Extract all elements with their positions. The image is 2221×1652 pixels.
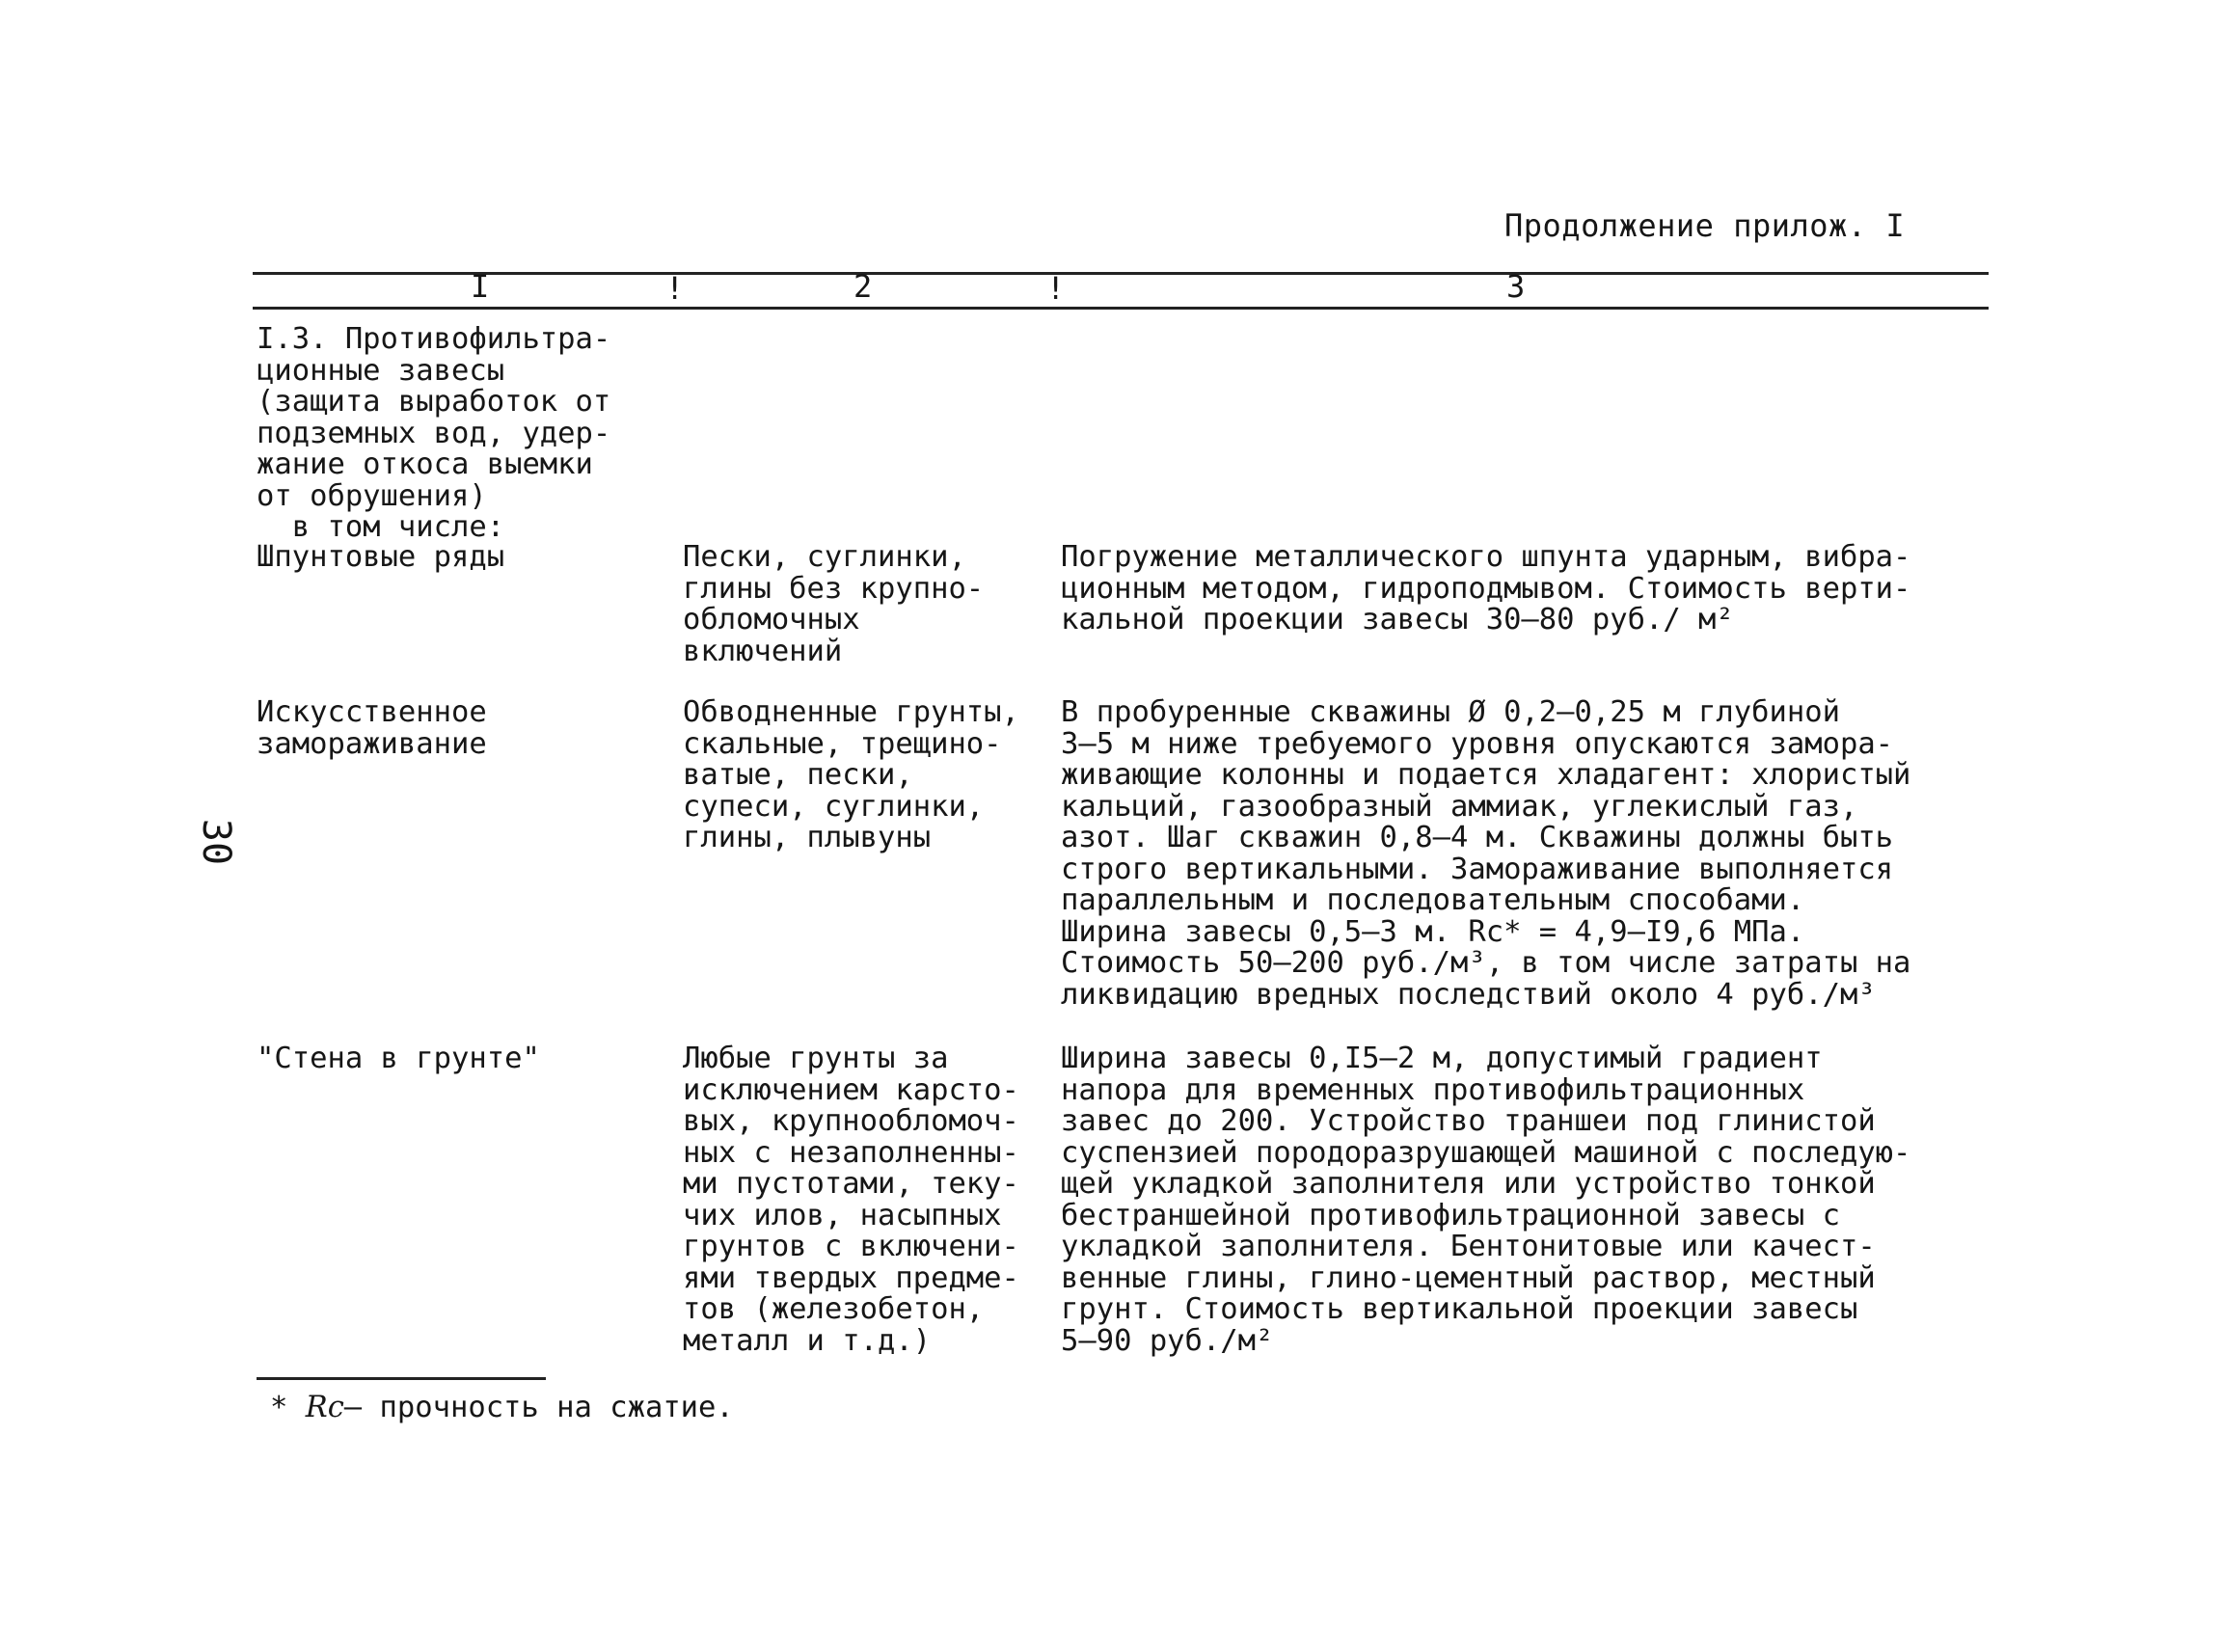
footnote-rule <box>257 1377 546 1380</box>
row-1-soils: Пески, суглинки, глины без крупно- обломочных включений <box>683 540 985 668</box>
table-top-rule <box>253 272 1989 275</box>
header-note: Продолжение прилож. I <box>1504 207 1906 244</box>
row-1-method: Шпунтовые ряды <box>257 540 505 574</box>
row-1-description: Погружение металлического шпунта ударным, вибра- ционным методом, гидроподмывом. Стоимость верти- кальной проекции завесы 30–80 руб./ м² <box>1061 540 1911 636</box>
footnote-marker: * <box>270 1391 288 1424</box>
row-2-soils: Обводненные грунты, скальные, трещино- ватые, пески, супеси, суглинки, глины, плывуны <box>683 695 1019 854</box>
row-2-description: В пробуренные скважины Ø 0,2–0,25 м глубиной 3–5 м ниже требуемого уровня опускаются замора- живающие колонны и подается хладагент: хлористый кальций, газообразный аммиак, углекислый газ, азот. Шаг скважин 0,8–4 м. Скважины должны быть строго вертикальными. Замораживание выполняется параллельным и последовательным способами. Ширина завесы 0,5–3 м. Rc* = 4,9–I9,6 МПа. Стоимость 50–200 руб./м³, в том числе затраты на ликвидацию вредных последствий около 4 руб./м³ <box>1061 695 1911 1012</box>
row-3-method: "Стена в грунте" <box>257 1042 540 1075</box>
column-header-1: I <box>471 268 490 305</box>
row-3-soils: Любые грунты за исключением карсто- вых, крупнообломоч- ных с незаполненны- ми пустотами, теку- чих илов, насыпных грунтов с включени- ями твердых предме- тов (железобетон, металл и т.д.) <box>683 1042 1019 1358</box>
row-2-method: Искусственное замораживание <box>257 695 487 761</box>
footnote-text: – прочность на сжатие. <box>343 1391 734 1424</box>
footnote-symbol: Rc <box>305 1391 344 1424</box>
section-title: I.3. Противофильтра- ционные завесы (защита выработок от подземных вод, удер- жание откоса выемки от обрушения) в том числе: <box>257 322 611 544</box>
row-3-description: Ширина завесы 0,I5–2 м, допустимый градиент напора для временных противофильтрационных завес до 200. Устройство траншеи под глинистой суспензией породоразрушающей машиной с последую- щей укладкой заполнителя или устройство тонкой бестраншейной противофильтрационной завесы с укладкой заполнителя. Бентонитовые или качест- венные глины, глино-цементный раствор, местный грунт. Стоимость вертикальной проекции завесы 5–90 руб./м² <box>1061 1042 1911 1358</box>
column-separator-2: ! <box>1046 270 1066 307</box>
table-header-rule <box>253 307 1989 310</box>
column-header-2: 2 <box>853 268 873 305</box>
column-separator-1: ! <box>665 270 685 307</box>
column-header-3: 3 <box>1506 268 1526 305</box>
page-number: 30 <box>194 818 239 866</box>
footnote <box>270 1391 734 1424</box>
